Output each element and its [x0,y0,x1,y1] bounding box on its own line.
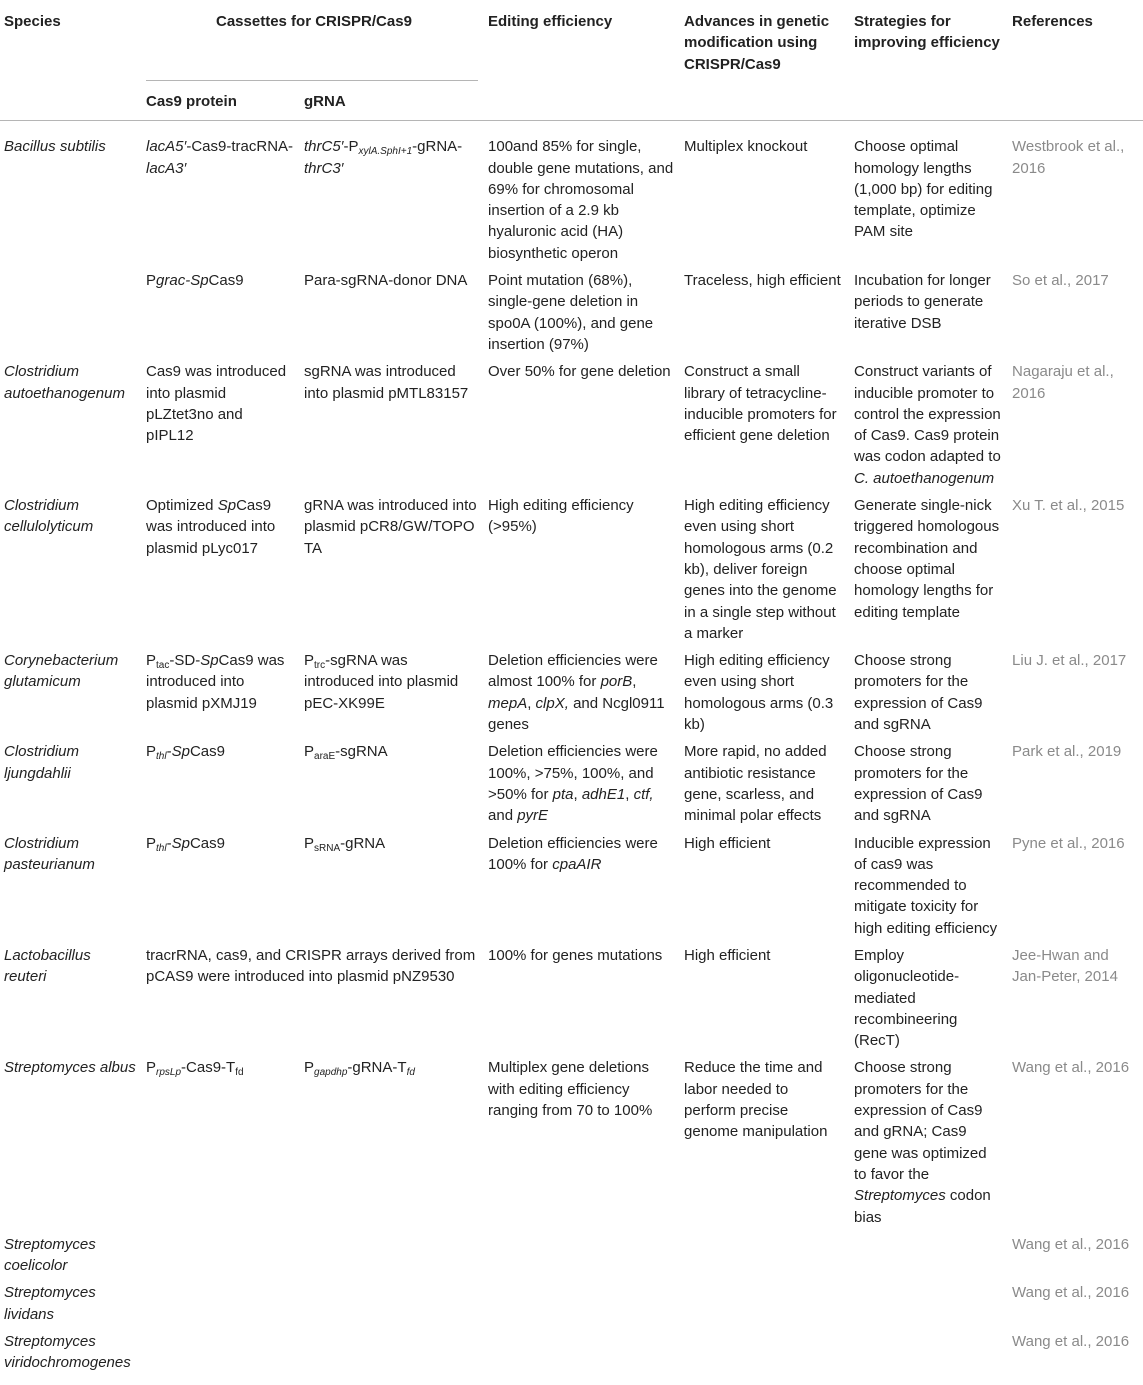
cell-reference: Wang et al., 2016 [1012,1059,1130,1077]
cell-editing-efficiency [484,645,680,736]
text-segment: Sp [200,652,219,670]
cell-reference: Westbrook et al., 2016 [1012,138,1125,177]
cell-species: Bacillus subtilis [4,138,106,156]
text-segment: rpsLp [156,1067,182,1079]
table-row [0,490,1143,645]
header-cassettes [142,0,484,80]
cell-editing-efficiency [484,356,680,490]
text-segment: Sp [171,834,190,852]
header-advances: Advances in genetic modification using CRISPR/Cas9 [684,13,830,73]
text-segment: Choose strong promoters for the expression of Cas9 and gRNA; Cas9 gene was optimized to favor the [854,1059,987,1183]
text-segment: , [573,785,582,803]
cell-grna [300,736,484,827]
cell-strategies [850,1277,1008,1326]
cell-grna [300,645,484,736]
table-row [0,1277,1143,1326]
text-segment: Choose strong promoters for the expression of Cas9 and sgRNA [854,652,983,734]
text-segment: C. autoethanogenum [854,469,995,487]
header-species: Species [4,13,61,30]
text-segment: High editing efficiency (>95%) [488,497,634,536]
header-references: References [1012,13,1093,30]
text-segment: clpX, [535,694,569,712]
cell-reference: Liu J. et al., 2017 [1012,652,1127,670]
text-segment: tac [156,660,170,672]
text-segment: -gRNA [340,834,386,852]
text-segment: araE [314,751,336,763]
text-segment: Construct variants of inducible promoter to control the expression of Cas9. Cas9 protein was codon adapted to [854,363,1001,466]
cell-editing-efficiency [484,490,680,645]
text-segment: P [304,1059,315,1077]
text-segment: Inducible expression of cas9 was recommended to mitigate toxicity for high editing efficiency [854,834,998,937]
cell-advances: High efficient [684,834,771,852]
text-segment: , [527,694,536,712]
text-segment: -P [343,138,359,156]
cell-reference: So et al., 2017 [1012,272,1109,290]
text-segment: 100% for genes mutations [488,946,663,964]
cell-reference: Pyne et al., 2016 [1012,834,1125,852]
text-segment: P [304,834,315,852]
text-segment: ctf, [633,785,654,803]
text-segment: Choose optimal homology lengths (1,000 bp) for editing template, optimize PAM site [854,138,993,241]
cell-editing-efficiency [484,1052,680,1228]
table-row [0,121,1143,265]
text-segment: Cas9 was introduced into plasmid pLZtet3no and pIPL12 [146,363,287,445]
header-editing-efficiency: Editing efficiency [488,13,613,30]
header-cassettes-label: Cassettes for CRISPR/Cas9 [216,13,412,30]
text-segment: grac-Sp [156,272,209,290]
cell-advances: High editing efficiency even using short homologous arms (0.2 kb), deliver foreign genes into the genome in a single step without a marker [684,497,837,642]
cell-grna [300,490,484,645]
cell-advances [680,1277,850,1326]
text-segment: P [304,743,315,761]
text-segment: Streptomyces [854,1187,946,1205]
cell-grna [300,265,484,356]
text-segment: trc [314,660,326,672]
text-segment: xylA.SphI+1 [358,146,413,158]
cell-cas9-protein [142,1277,300,1326]
text-segment: gRNA was introduced into plasmid pCR8/GW/TOPO TA [304,497,477,557]
cell-grna [300,1052,484,1228]
table-row [0,736,1143,827]
table-row [0,828,1143,940]
text-segment: porB [600,673,633,691]
cell-cas9-protein [142,356,300,490]
text-segment: -Cas9-tracRNA- [186,138,294,156]
cell-cas9-protein [142,265,300,356]
cell-advances: Construct a small library of tetracycline-inducible promoters for efficient gene deletion [684,363,837,445]
text-segment: P [146,743,157,761]
cell-advances: High efficient [684,946,771,964]
cell-reference: Jee-Hwan and Jan-Peter, 2014 [1012,946,1118,986]
cell-reference: Nagaraju et al., 2016 [1012,363,1114,402]
text-segment: P [146,652,157,670]
text-segment: Cas9 was introduced into plasmid pXMJ19 [146,652,285,712]
table-row [0,356,1143,490]
cell-species [0,265,142,356]
text-segment: Deletion efficiencies were 100%, >75%, 100%, and >50% for [488,743,658,803]
table-row [0,265,1143,356]
header-grna: gRNA [304,93,346,110]
cell-grna [300,828,484,940]
header-cas9-protein: Cas9 protein [146,93,237,110]
cell-grna [300,121,484,265]
text-segment: Point mutation (68%), single-gene deletion in spo0A (100%), and gene insertion (97%) [488,272,654,353]
text-segment: Choose strong promoters for the expression of Cas9 and sgRNA [854,743,983,825]
cell-editing-efficiency [484,121,680,265]
cell-strategies [850,356,1008,490]
cell-advances [680,1326,850,1375]
cell-grna [300,356,484,490]
cell-editing-efficiency [484,736,680,827]
text-segment: -sgRNA [335,743,388,761]
cassettes-underline [146,80,478,81]
text-segment: and Ncgl0911 genes [488,694,665,734]
cell-editing-efficiency [484,1326,680,1375]
text-segment: thl [156,842,167,854]
text-segment: Incubation for longer periods to generate iterative DSB [854,272,991,332]
cell-cas9-protein [142,1326,300,1375]
text-segment: -sgRNA was introduced into plasmid pEC-XK99E [304,652,459,712]
text-segment: Deletion efficiencies were 100% for [488,834,658,873]
text-segment: mepA [488,694,528,712]
text-segment: -SD- [169,652,201,670]
text-segment: Generate single-nick triggered homologous recombination and choose optimal homology lengths for editing template [854,497,1000,621]
text-segment: Sp [171,743,190,761]
text-segment: Cas9 [189,834,225,852]
text-segment: , [625,785,634,803]
cell-species: Clostridium ljungdahlii [4,743,80,782]
text-segment: - [166,743,172,761]
text-segment: thl [156,751,167,763]
cell-strategies [850,265,1008,356]
cell-strategies [850,736,1008,827]
table-row [0,1326,1143,1375]
text-segment: thrC5′ [304,138,344,156]
cell-species: Clostridium cellulolyticum [4,497,94,536]
header-row [0,0,1143,80]
text-segment: Cas9 [208,272,244,290]
cell-advances: Multiplex knockout [684,138,808,156]
cell-reference: Wang et al., 2016 [1012,1333,1130,1351]
cell-reference: Park et al., 2019 [1012,743,1122,761]
text-segment: cpaAIR [552,855,602,873]
header-strategies: Strategies for improving efficiency [854,13,1000,52]
table-row [0,1052,1143,1228]
table-row [0,1229,1143,1278]
cell-cas9-protein [142,1229,300,1278]
text-segment: pyrE [517,807,549,825]
text-segment: -Cas9-T [181,1059,236,1077]
cell-reference: Wang et al., 2016 [1012,1284,1130,1302]
text-segment: Deletion efficiencies were almost 100% for [488,652,658,691]
text-segment: and [488,807,518,825]
cell-cassettes-merged: tracrRNA, cas9, and CRISPR arrays derived from pCAS9 were introduced into plasmid pNZ9530 [146,946,476,986]
text-segment: P [146,1059,157,1077]
text-segment: gapdhp [314,1067,348,1079]
text-segment: lacA5′ [146,138,187,156]
text-segment: , [632,673,637,691]
cell-cas9-protein [142,645,300,736]
cell-grna [300,1229,484,1278]
text-segment: Over 50% for gene deletion [488,363,671,381]
table-body [0,121,1143,1375]
text-segment: Employ oligonucleotide-mediated recombineering (RecT) [854,946,960,1050]
cell-strategies [850,121,1008,265]
cell-cas9-protein [142,828,300,940]
cell-cas9-protein [142,490,300,645]
cell-editing-efficiency [484,265,680,356]
cell-species: Corynebacterium glutamicum [4,652,119,691]
text-segment: adhE1 [581,785,626,803]
cell-grna [300,1326,484,1375]
cell-advances: More rapid, no added antibiotic resistance gene, scarless, and minimal polar effects [684,743,827,825]
cell-advances: High editing efficiency even using short homologous arms (0.3 kb) [684,652,834,734]
text-segment: fd [406,1067,415,1079]
cell-editing-efficiency [484,1277,680,1326]
cell-species: Streptomyces coelicolor [4,1235,96,1275]
cell-cas9-protein [142,736,300,827]
cell-species: Lactobacillus reuteri [4,946,91,986]
text-segment: 100and 85% for single, double gene mutations, and 69% for chromosomal insertion of a 2.9 kb hyaluronic acid (HA) biosynthetic operon [488,138,674,262]
text-segment: Cas9 [189,743,225,761]
cell-editing-efficiency [484,940,680,1052]
text-segment: -gRNA-T [347,1059,407,1077]
cell-species: Streptomyces albus [4,1059,136,1077]
cell-advances: Traceless, high efficient [684,272,841,290]
cell-advances: Reduce the time and labor needed to perform precise genome manipulation [684,1059,828,1141]
text-segment: P [146,834,157,852]
text-segment: Sp [217,497,237,515]
cell-strategies [850,940,1008,1052]
cell-strategies [850,645,1008,736]
text-segment: fd [235,1067,244,1079]
cell-cas9-protein [142,1052,300,1228]
text-segment: codon bias [854,1187,991,1226]
cell-advances [680,1229,850,1278]
text-segment: Cas9 was introduced into plasmid pLyc017 [146,497,276,557]
cell-species: Streptomyces viridochromogenes [4,1333,131,1372]
cell-strategies [850,1326,1008,1375]
text-segment: Multiplex gene deletions with editing efficiency ranging from 70 to 100% [488,1059,653,1120]
cell-reference: Xu T. et al., 2015 [1012,497,1125,515]
cell-strategies [850,1052,1008,1228]
text-segment: pta [552,785,574,803]
text-segment: Optimized [146,497,218,515]
cell-species: Clostridium autoethanogenum [4,363,125,402]
cell-grna [300,1277,484,1326]
text-segment: P [304,652,315,670]
table-row [0,645,1143,736]
text-segment: sRNA [314,842,341,854]
text-segment: Para-sgRNA-donor DNA [304,272,468,290]
cell-reference: Wang et al., 2016 [1012,1235,1130,1253]
table-row [0,940,1143,1052]
cell-strategies [850,828,1008,940]
cell-cas9-protein [142,121,300,265]
cell-species: Streptomyces lividans [4,1284,96,1323]
cell-editing-efficiency [484,828,680,940]
cell-editing-efficiency [484,1229,680,1278]
text-segment: -gRNA- [412,138,463,156]
text-segment: thrC3′ [304,159,344,177]
cell-strategies [850,1229,1008,1278]
cell-strategies [850,490,1008,645]
text-segment: sgRNA was introduced into plasmid pMTL83157 [304,363,469,402]
text-segment: - [166,834,172,852]
text-segment: lacA3′ [146,159,187,177]
cell-species: Clostridium pasteurianum [4,834,95,873]
text-segment: P [146,272,157,290]
